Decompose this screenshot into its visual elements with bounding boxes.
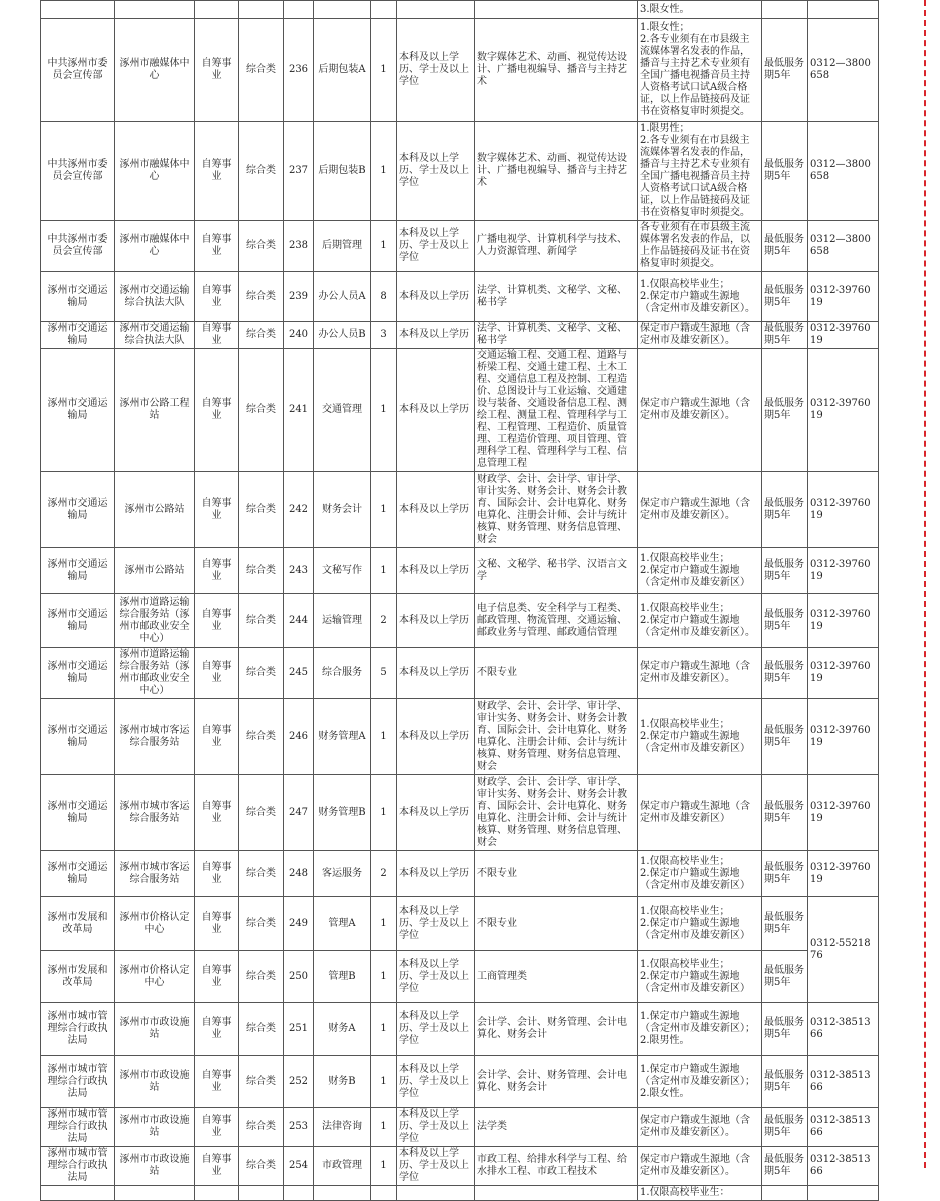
phone-cell: 0312-3851366: [808, 1108, 879, 1147]
education-cell: 本科及以上学历、学士及以上学位: [397, 897, 475, 951]
education-cell: 本科及以上学历、学士及以上学位: [397, 122, 475, 221]
major-cell: 广播电视学、计算机科学与技术、人力资源管理、新闻学: [475, 221, 638, 272]
unit-cell: 涿州市交通运输局: [41, 322, 115, 349]
nature-cell: 自筹事业: [195, 699, 239, 775]
category-cell: 综合类: [239, 951, 284, 1003]
education-cell: 本科及以上学历: [397, 594, 475, 648]
department-cell: 涿州市融媒体中心: [115, 221, 195, 272]
post-name-cell: 运输管理: [314, 594, 371, 648]
phone-cell: 0312-3976019: [808, 272, 879, 322]
headcount-cell: 5: [371, 648, 397, 699]
post-code-cell: 245: [284, 648, 314, 699]
post-code-cell: 243: [284, 548, 314, 594]
major-cell: 会计学、会计、财务管理、会计电算化、财务会计: [475, 1056, 638, 1108]
department-cell: 涿州市城市客运综合服务站: [115, 699, 195, 775]
dashed-margin-line: [924, 0, 926, 1168]
service-period-cell: 最低服务期5年: [762, 272, 808, 322]
service-period-cell: 最低服务期5年: [762, 775, 808, 851]
nature-cell: 自筹事业: [195, 1056, 239, 1108]
nature-cell: 自筹事业: [195, 221, 239, 272]
major-cell: 电子信息类、安全科学与工程类、邮政管理、物流管理、交通运输、邮政业务与管理、邮政通信管理: [475, 594, 638, 648]
category-cell: 综合类: [239, 851, 284, 897]
service-period-cell: 最低服务期5年: [762, 19, 808, 122]
condition-cell: 保定市户籍或生源地（含定州市及雄安新区）: [638, 775, 762, 851]
nature-cell: 自筹事业: [195, 122, 239, 221]
table-row: [41, 951, 879, 1003]
education-cell: 本科及以上学历、学士及以上学位: [397, 221, 475, 272]
major-cell: 不限专业: [475, 648, 638, 699]
condition-cell: 1.限女性； 2.各专业须有在市县级主流媒体署名发表的作品，播音与主持艺术专业须有全国广播电视播音员主持人资格考试口试A级合格证，以上作品链接码及证书在资格复审时须提交。: [638, 19, 762, 122]
condition-cell: 保定市户籍或生源地（含定州市及雄安新区）。: [638, 1147, 762, 1186]
major-cell: 法学类: [475, 1108, 638, 1147]
category-cell: 综合类: [239, 775, 284, 851]
department-cell: 涿州市价格认定中心: [115, 897, 195, 951]
condition-cell: 保定市户籍或生源地（含定州市及雄安新区）。: [638, 648, 762, 699]
phone-cell: 0312-5521876: [808, 897, 879, 1003]
service-period-cell: 最低服务期5年: [762, 1147, 808, 1186]
post-name-cell: 后期包装B: [314, 122, 371, 221]
recruitment-table-page: [40, 0, 878, 1201]
post-name-cell: 客运服务: [314, 851, 371, 897]
post-name-cell: 财务管理B: [314, 775, 371, 851]
service-period-cell: 最低服务期5年: [762, 851, 808, 897]
table-row-fragment-top: [41, 1, 879, 19]
major-cell: 数字媒体艺术、动画、视觉传达设计、广播电视编导、播音与主持艺术: [475, 122, 638, 221]
nature-cell: 自筹事业: [195, 775, 239, 851]
unit-cell: 涿州市城市管理综合行政执法局: [41, 1108, 115, 1147]
phone-cell: 0312-3851366: [808, 1056, 879, 1108]
table-row: [41, 19, 879, 122]
post-name-cell: 法律咨询: [314, 1108, 371, 1147]
nature-cell: 自筹事业: [195, 548, 239, 594]
category-cell: 综合类: [239, 272, 284, 322]
service-period-cell: 最低服务期5年: [762, 699, 808, 775]
table-row: [41, 1147, 879, 1186]
nature-cell: 自筹事业: [195, 272, 239, 322]
major-cell: 数字媒体艺术、动画、视觉传达设计、广播电视编导、播音与主持艺术: [475, 19, 638, 122]
unit-cell: 中共涿州市委员会宣传部: [41, 221, 115, 272]
post-name-cell: 交通管理: [314, 349, 371, 472]
nature-cell: 自筹事业: [195, 897, 239, 951]
headcount-cell: 1: [371, 1003, 397, 1056]
post-name-cell: 文秘写作: [314, 548, 371, 594]
department-cell: 涿州市道路运输综合服务站（涿州市邮政业安全中心）: [115, 594, 195, 648]
phone-cell: 0312-3976019: [808, 851, 879, 897]
headcount-cell: 1: [371, 699, 397, 775]
department-cell: 涿州市公路站: [115, 548, 195, 594]
table-row: [41, 897, 879, 951]
nature-cell: 自筹事业: [195, 648, 239, 699]
education-cell: 本科及以上学历、学士及以上学位: [397, 1147, 475, 1186]
unit-cell: 涿州市城市管理综合行政执法局: [41, 1056, 115, 1108]
post-code-cell: 238: [284, 221, 314, 272]
phone-cell: 0312-3976019: [808, 322, 879, 349]
service-period-cell: 最低服务期5年: [762, 349, 808, 472]
condition-cell: 1.限男性； 2.各专业须有在市县级主流媒体署名发表的作品，播音与主持艺术专业须有全国广播电视播音员主持人资格考试口试A级合格证，以上作品链接码及证书在资格复审时须提交。: [638, 122, 762, 221]
post-name-cell: 市政管理: [314, 1147, 371, 1186]
major-cell: 交通运输工程、交通工程、道路与桥梁工程、交通土建工程、土木工程、交通信息工程及控制、工程造价、总图设计与工业运输、交通建设与装备、交通设备信息工程、测绘工程、测量工程、管理科学与工程、工程管理、工程造价、质量管理、工程造价管理、项目管理、管理科学工程、管理科学与工程、信息管理工程: [475, 349, 638, 472]
post-name-cell: 财务会计: [314, 472, 371, 548]
table-row: [41, 472, 879, 548]
major-cell: 财政学、会计、会计学、审计学、审计实务、财务会计、财务会计教育、国际会计、会计电算化、财务电算化、注册会计师、会计与统计核算、财务管理、财务信息管理、财会: [475, 775, 638, 851]
category-cell: 综合类: [239, 1056, 284, 1108]
post-name-cell: 管理A: [314, 897, 371, 951]
post-code-cell: 239: [284, 272, 314, 322]
education-cell: 本科及以上学历: [397, 548, 475, 594]
department-cell: 涿州市城市客运综合服务站: [115, 851, 195, 897]
table-row: [41, 699, 879, 775]
service-period-cell: 最低服务期5年: [762, 1108, 808, 1147]
phone-cell: 0312-3976019: [808, 349, 879, 472]
headcount-cell: 1: [371, 1108, 397, 1147]
service-period-cell: 最低服务期5年: [762, 1003, 808, 1056]
major-cell: 财政学、会计、会计学、审计学、审计实务、财务会计、财务会计教育、国际会计、会计电算化、财务电算化、注册会计师、会计与统计核算、财务管理、财务信息管理、财会: [475, 472, 638, 548]
table-row: [41, 349, 879, 472]
education-cell: 本科及以上学历、学士及以上学位: [397, 19, 475, 122]
education-cell: 本科及以上学历: [397, 472, 475, 548]
post-code-cell: 254: [284, 1147, 314, 1186]
post-name-cell: 财务管理A: [314, 699, 371, 775]
phone-cell: 0312-3976019: [808, 472, 879, 548]
condition-cell: 保定市户籍或生源地（含定州市及雄安新区）。: [638, 472, 762, 548]
department-cell: 涿州市公路站: [115, 472, 195, 548]
category-cell: 综合类: [239, 1108, 284, 1147]
table-row: [41, 775, 879, 851]
service-period-cell: 最低服务期5年: [762, 951, 808, 1003]
table-row: [41, 1003, 879, 1056]
education-cell: 本科及以上学历、学士及以上学位: [397, 951, 475, 1003]
headcount-cell: 1: [371, 349, 397, 472]
nature-cell: 自筹事业: [195, 1108, 239, 1147]
education-cell: 本科及以上学历、学士及以上学位: [397, 1056, 475, 1108]
table-row: [41, 594, 879, 648]
post-name-cell: 管理B: [314, 951, 371, 1003]
post-code-cell: 249: [284, 897, 314, 951]
unit-cell: 涿州市交通运输局: [41, 349, 115, 472]
phone-cell: 0312-3851366: [808, 1003, 879, 1056]
phone-cell: 0312-3976019: [808, 648, 879, 699]
headcount-cell: 3: [371, 322, 397, 349]
education-cell: 本科及以上学历、学士及以上学位: [397, 1108, 475, 1147]
condition-cell: 1.仅限高校毕业生； 2.保定市户籍或生源地（含定州市及雄安新区）。: [638, 272, 762, 322]
nature-cell: 自筹事业: [195, 19, 239, 122]
nature-cell: 自筹事业: [195, 472, 239, 548]
service-period-cell: 最低服务期5年: [762, 472, 808, 548]
post-code-cell: 236: [284, 19, 314, 122]
post-name-cell: 办公人员A: [314, 272, 371, 322]
service-period-cell: 最低服务期5年: [762, 221, 808, 272]
post-code-cell: 248: [284, 851, 314, 897]
nature-cell: 自筹事业: [195, 1003, 239, 1056]
post-code-cell: 251: [284, 1003, 314, 1056]
table-row: [41, 1056, 879, 1108]
condition-cell: 1.仅限高校毕业生； 2.保定市户籍或生源地（含定州市及雄安新区）: [638, 897, 762, 951]
post-name-cell: 办公人员B: [314, 322, 371, 349]
education-cell: 本科及以上学历: [397, 699, 475, 775]
headcount-cell: 1: [371, 548, 397, 594]
condition-cell: 保定市户籍或生源地（含定州市及雄安新区）。: [638, 1108, 762, 1147]
post-code-cell: 237: [284, 122, 314, 221]
phone-cell: 0312—3800658: [808, 221, 879, 272]
table-row: [41, 851, 879, 897]
table-row: [41, 548, 879, 594]
nature-cell: 自筹事业: [195, 1147, 239, 1186]
headcount-cell: 1: [371, 897, 397, 951]
phone-cell: 0312-3976019: [808, 775, 879, 851]
unit-cell: 涿州市发展和改革局: [41, 951, 115, 1003]
unit-cell: 涿州市交通运输局: [41, 472, 115, 548]
major-cell: 不限专业: [475, 851, 638, 897]
post-name-cell: 财务A: [314, 1003, 371, 1056]
post-name-cell: 后期管理: [314, 221, 371, 272]
nature-cell: 自筹事业: [195, 851, 239, 897]
unit-cell: 涿州市交通运输局: [41, 272, 115, 322]
headcount-cell: 1: [371, 221, 397, 272]
nature-cell: 自筹事业: [195, 594, 239, 648]
category-cell: 综合类: [239, 1003, 284, 1056]
headcount-cell: 2: [371, 594, 397, 648]
category-cell: 综合类: [239, 699, 284, 775]
post-name-cell: 后期包装A: [314, 19, 371, 122]
major-cell: 财政学、会计、会计学、审计学、审计实务、财务会计、财务会计教育、国际会计、会计电算化、财务电算化、注册会计师、会计与统计核算、财务管理、财务信息管理、财会: [475, 699, 638, 775]
post-name-cell: 财务B: [314, 1056, 371, 1108]
condition-cell: 1.保定市户籍或生源地（含定州市及雄安新区）； 2.限女性。: [638, 1056, 762, 1108]
department-cell: 涿州市市政设施站: [115, 1056, 195, 1108]
table-row-fragment-bottom: [41, 1186, 879, 1201]
category-cell: 综合类: [239, 221, 284, 272]
post-code-cell: 247: [284, 775, 314, 851]
post-code-cell: 252: [284, 1056, 314, 1108]
nature-cell: 自筹事业: [195, 322, 239, 349]
phone-cell: 0312-3976019: [808, 594, 879, 648]
post-code-cell: 253: [284, 1108, 314, 1147]
condition-cell: 1.仅限高校毕业生； 2.保定市户籍或生源地（含定州市及雄安新区）: [638, 548, 762, 594]
headcount-cell: 8: [371, 272, 397, 322]
department-cell: 涿州市道路运输综合服务站（涿州市邮政业安全中心）: [115, 648, 195, 699]
condition-cell: 1.仅限高校毕业生； 2.保定市户籍或生源地（含定州市及雄安新区）: [638, 851, 762, 897]
phone-cell: 0312—3800658: [808, 19, 879, 122]
condition-cell: 1.仅限高校毕业生； 2.保定市户籍或生源地（含定州市及雄安新区）: [638, 699, 762, 775]
education-cell: 本科及以上学历: [397, 648, 475, 699]
unit-cell: 涿州市城市管理综合行政执法局: [41, 1003, 115, 1056]
post-code-cell: 242: [284, 472, 314, 548]
table-row: [41, 1108, 879, 1147]
department-cell: 涿州市交通运输综合执法大队: [115, 322, 195, 349]
service-period-cell: 最低服务期5年: [762, 594, 808, 648]
major-cell: 会计学、会计、财务管理、会计电算化、财务会计: [475, 1003, 638, 1056]
unit-cell: 涿州市交通运输局: [41, 648, 115, 699]
service-period-cell: 最低服务期5年: [762, 897, 808, 951]
major-cell: 文秘、文秘学、秘书学、汉语言文学: [475, 548, 638, 594]
category-cell: 综合类: [239, 122, 284, 221]
table-row: [41, 122, 879, 221]
post-code-cell: 250: [284, 951, 314, 1003]
department-cell: 涿州市融媒体中心: [115, 19, 195, 122]
service-period-cell: 最低服务期5年: [762, 548, 808, 594]
nature-cell: 自筹事业: [195, 951, 239, 1003]
headcount-cell: 1: [371, 1056, 397, 1108]
category-cell: 综合类: [239, 349, 284, 472]
headcount-cell: 2: [371, 851, 397, 897]
post-code-cell: 241: [284, 349, 314, 472]
service-period-cell: 最低服务期5年: [762, 1056, 808, 1108]
phone-cell: 0312-3976019: [808, 699, 879, 775]
category-cell: 综合类: [239, 322, 284, 349]
unit-cell: 涿州市交通运输局: [41, 594, 115, 648]
department-cell: 涿州市市政设施站: [115, 1108, 195, 1147]
headcount-cell: 1: [371, 951, 397, 1003]
unit-cell: 涿州市交通运输局: [41, 548, 115, 594]
category-cell: 综合类: [239, 19, 284, 122]
condition-fragment: 3.限女性。: [638, 1, 762, 19]
post-name-cell: 综合服务: [314, 648, 371, 699]
nature-cell: 自筹事业: [195, 349, 239, 472]
headcount-cell: 1: [371, 122, 397, 221]
education-cell: 本科及以上学历: [397, 272, 475, 322]
unit-cell: 中共涿州市委员会宣传部: [41, 122, 115, 221]
education-cell: 本科及以上学历、学士及以上学位: [397, 1003, 475, 1056]
condition-cell: 1.保定市户籍或生源地（含定州市及雄安新区）； 2.限男性。: [638, 1003, 762, 1056]
headcount-cell: 1: [371, 775, 397, 851]
major-cell: 法学、计算机类、文秘学、文秘、秘书学: [475, 272, 638, 322]
condition-cell: 保定市户籍或生源地（含定州市及雄安新区）。: [638, 322, 762, 349]
service-period-cell: 最低服务期5年: [762, 122, 808, 221]
department-cell: 涿州市市政设施站: [115, 1147, 195, 1186]
table-row: [41, 272, 879, 322]
condition-fragment: 1.仅限高校毕业生：: [638, 1186, 762, 1201]
unit-cell: 涿州市交通运输局: [41, 851, 115, 897]
department-cell: 涿州市市政设施站: [115, 1003, 195, 1056]
post-code-cell: 244: [284, 594, 314, 648]
department-cell: 涿州市城市客运综合服务站: [115, 775, 195, 851]
post-code-cell: 240: [284, 322, 314, 349]
post-code-cell: 246: [284, 699, 314, 775]
education-cell: 本科及以上学历: [397, 851, 475, 897]
department-cell: 涿州市融媒体中心: [115, 122, 195, 221]
education-cell: 本科及以上学历: [397, 322, 475, 349]
unit-cell: 涿州市发展和改革局: [41, 897, 115, 951]
category-cell: 综合类: [239, 648, 284, 699]
category-cell: 综合类: [239, 594, 284, 648]
recruitment-table: [40, 0, 879, 1201]
table-row: [41, 322, 879, 349]
condition-cell: 保定市户籍或生源地（含定州市及雄安新区）。: [638, 349, 762, 472]
department-cell: 涿州市公路工程站: [115, 349, 195, 472]
phone-cell: 0312-3851366: [808, 1147, 879, 1186]
headcount-cell: 1: [371, 1147, 397, 1186]
major-cell: 市政工程、给排水科学与工程、给水排水工程、市政工程技术: [475, 1147, 638, 1186]
phone-cell: 0312—3800658: [808, 122, 879, 221]
headcount-cell: 1: [371, 472, 397, 548]
department-cell: 涿州市交通运输综合执法大队: [115, 272, 195, 322]
service-period-cell: 最低服务期5年: [762, 648, 808, 699]
unit-cell: 涿州市交通运输局: [41, 775, 115, 851]
category-cell: 综合类: [239, 897, 284, 951]
unit-cell: 中共涿州市委员会宣传部: [41, 19, 115, 122]
department-cell: 涿州市价格认定中心: [115, 951, 195, 1003]
major-cell: 法学、计算机类、文秘学、文秘、秘书学: [475, 322, 638, 349]
phone-cell: 0312-3976019: [808, 548, 879, 594]
condition-cell: 各专业须有在市县级主流媒体署名发表的作品，以上作品链接码及证书在资格复审时须提交。: [638, 221, 762, 272]
category-cell: 综合类: [239, 1147, 284, 1186]
major-cell: 工商管理类: [475, 951, 638, 1003]
unit-cell: 涿州市交通运输局: [41, 699, 115, 775]
unit-cell: 涿州市城市管理综合行政执法局: [41, 1147, 115, 1186]
service-period-cell: 最低服务期5年: [762, 322, 808, 349]
headcount-cell: 1: [371, 19, 397, 122]
table-row: [41, 648, 879, 699]
condition-cell: 1.仅限高校毕业生； 2.保定市户籍或生源地（含定州市及雄安新区）。: [638, 594, 762, 648]
condition-cell: 1.仅限高校毕业生； 2.保定市户籍或生源地（含定州市及雄安新区）: [638, 951, 762, 1003]
category-cell: 综合类: [239, 472, 284, 548]
education-cell: 本科及以上学历: [397, 775, 475, 851]
major-cell: 不限专业: [475, 897, 638, 951]
education-cell: 本科及以上学历: [397, 349, 475, 472]
category-cell: 综合类: [239, 548, 284, 594]
table-row: [41, 221, 879, 272]
